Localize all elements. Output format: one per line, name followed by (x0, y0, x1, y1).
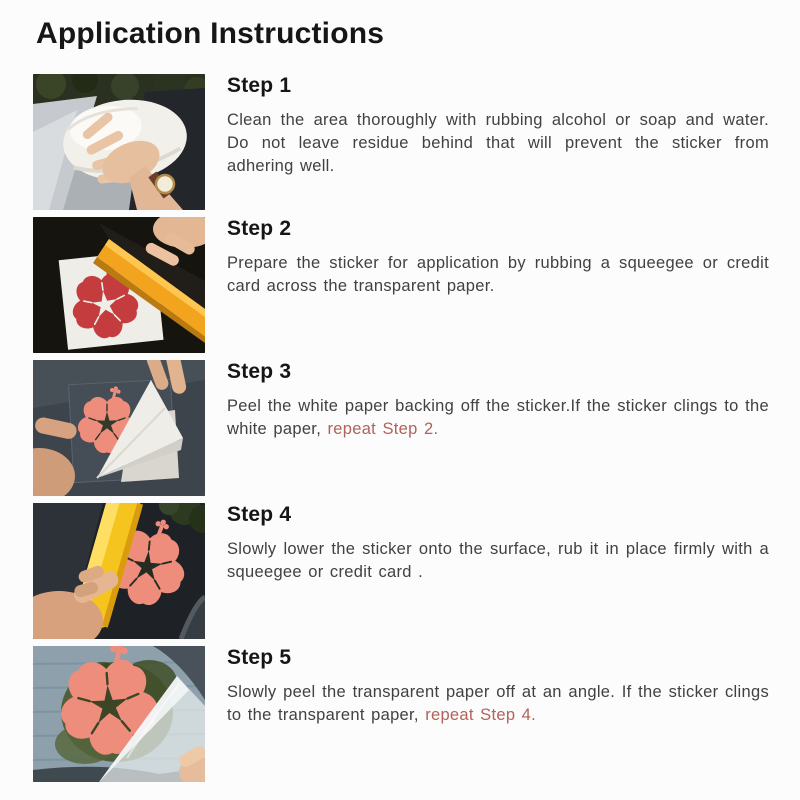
step1-content (227, 74, 769, 178)
step3-red-ref: repeat Step 2. (327, 420, 439, 439)
step2-heading: Step 2 (227, 217, 292, 240)
step3-description: Peel the white paper backing off the sticker.If the sticker clings to the white paper, repeat Step 2. (227, 397, 769, 439)
step3-photo (33, 360, 205, 496)
step3-heading: Step 3 (227, 360, 292, 383)
step5-red-ref: repeat Step 4. (425, 706, 537, 725)
page-title: Application Instructions (36, 17, 385, 50)
step5-description: Slowly peel the transparent paper off at an angle. If the sticker clings to the transparent paper, repeat Step 4. (227, 683, 769, 725)
step-row-2 (33, 217, 800, 353)
step1-photo (33, 74, 205, 210)
step3-content (227, 360, 769, 441)
step-row-3 (33, 360, 800, 496)
step5-heading: Step 5 (227, 646, 292, 669)
step4-heading: Step 4 (227, 503, 292, 526)
step4-content (227, 503, 769, 584)
wiping-cloth-photo-illustration (33, 74, 205, 210)
peeling-transfer-paper-photo-illustration (33, 646, 205, 782)
step1-description: Clean the area thoroughly with rubbing alcohol or soap and water. Do not leave residue behind that will prevent the sticker from adhering well. (227, 111, 769, 176)
step-row-4 (33, 503, 800, 639)
step2-description: Prepare the sticker for application by rubbing a squeegee or credit card across the transparent paper. (227, 254, 769, 296)
step5-photo (33, 646, 205, 782)
step4-description: Slowly lower the sticker onto the surface, rub it in place firmly with a squeegee or credit card . (227, 540, 769, 582)
step-row-1 (33, 74, 800, 210)
squeegee-pressing-photo-illustration (33, 503, 205, 639)
step1-heading: Step 1 (227, 74, 292, 97)
step4-photo (33, 503, 205, 639)
step2-content (227, 217, 769, 298)
step5-content (227, 646, 769, 727)
step-row-5 (33, 646, 800, 782)
steps-list (0, 74, 800, 782)
squeegee-rubbing-photo-illustration (33, 217, 205, 353)
peeling-backing-photo-illustration (33, 360, 205, 496)
step2-photo (33, 217, 205, 353)
